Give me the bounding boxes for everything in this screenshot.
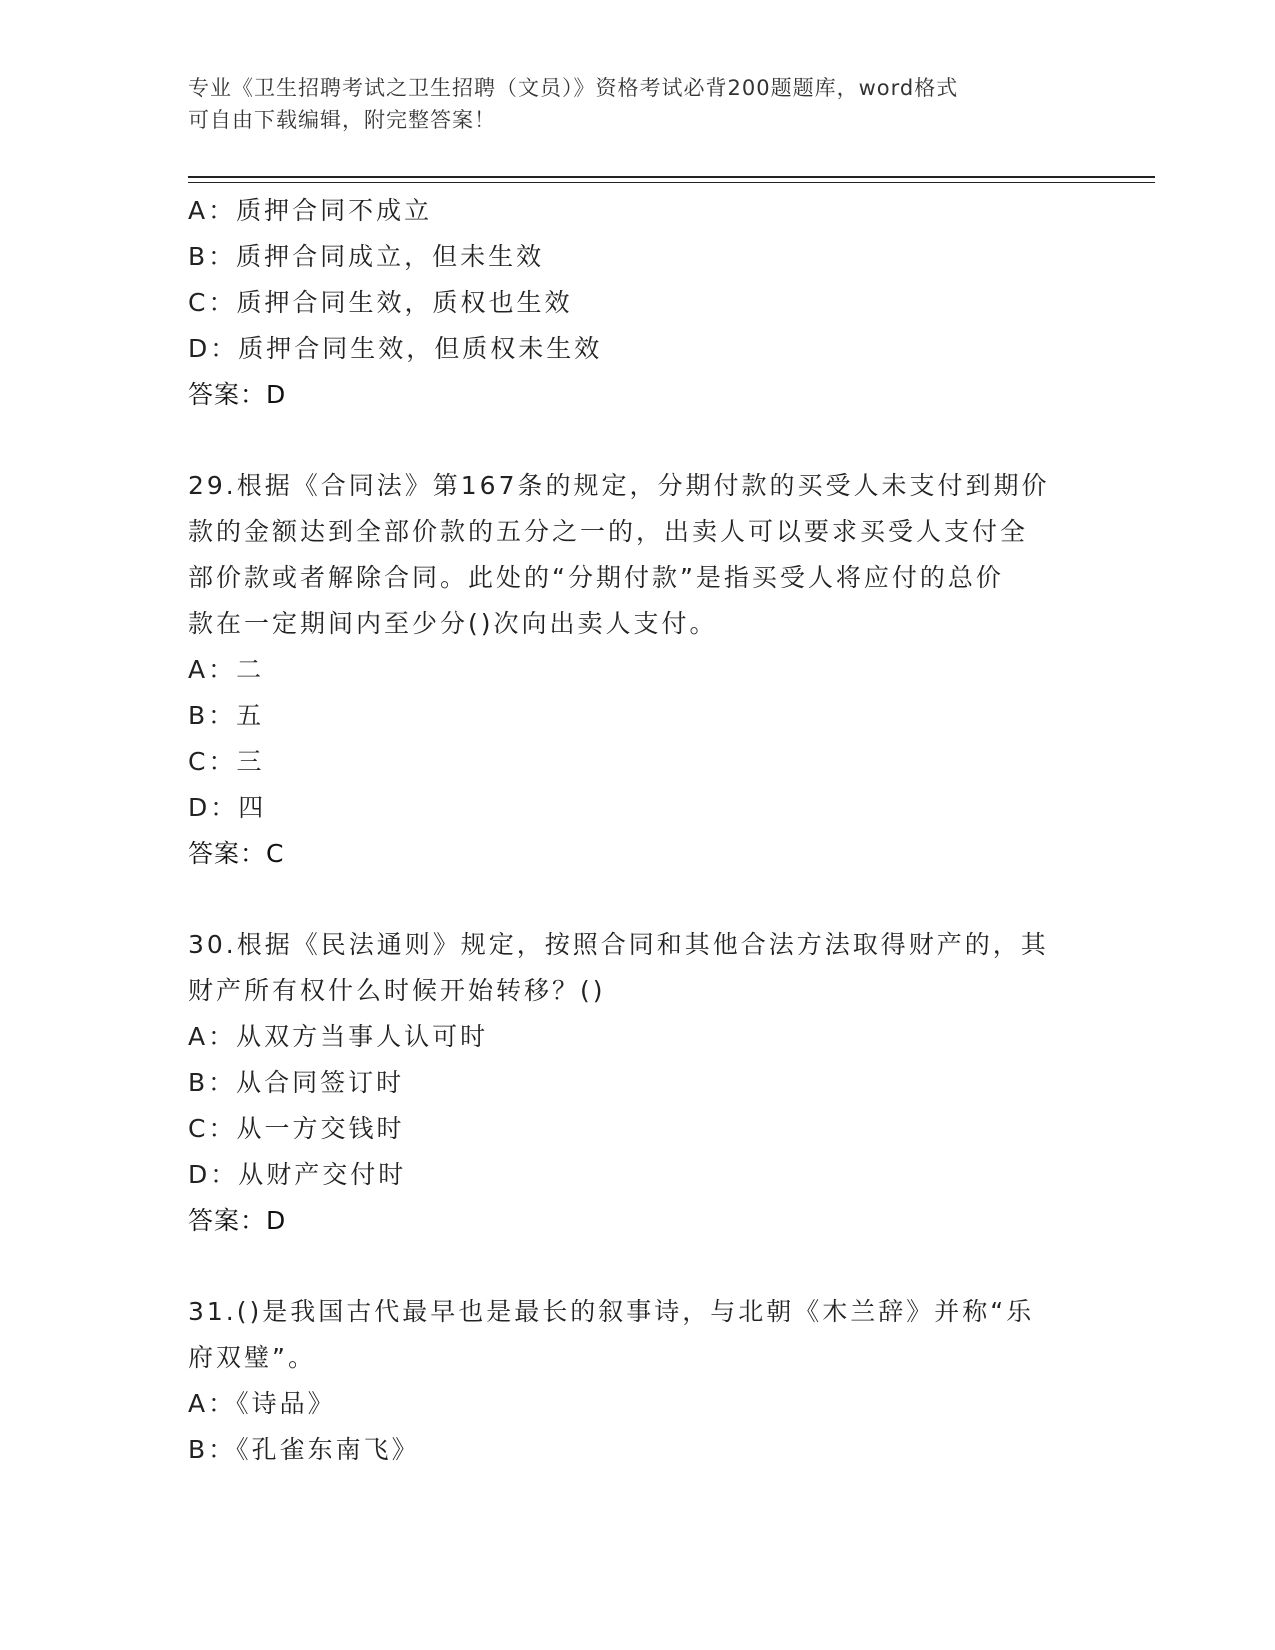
option-a: A：二 — [188, 655, 265, 684]
option-b: B：五 — [188, 701, 265, 730]
header-divider-thick — [188, 176, 1155, 178]
option-d: D：质押合同生效，但质权未生效 — [188, 334, 603, 363]
option-b: B：《孔雀东南飞》 — [188, 1435, 420, 1464]
question-text-line: 款的金额达到全部价款的五分之一的，出卖人可以要求买受人支付全 — [188, 517, 1029, 546]
question-text-line: 府双璧”。 — [188, 1343, 316, 1372]
header-divider-thin — [188, 182, 1155, 183]
option-a: A：《诗品》 — [188, 1389, 336, 1418]
question-text-line: 款在一定期间内至少分()次向出卖人支付。 — [188, 609, 718, 638]
option-c: C：质押合同生效，质权也生效 — [188, 288, 573, 317]
question-text-line: 29.根据《合同法》第167条的规定，分期付款的买受人未支付到期价 — [188, 471, 1050, 500]
option-b: B：质押合同成立，但未生效 — [188, 242, 545, 271]
question-text-line: 部价款或者解除合同。此处的“分期付款”是指买受人将应付的总价 — [188, 563, 1004, 592]
answer-line: 答案：D — [188, 1206, 287, 1235]
question-28 — [188, 188, 1088, 418]
document-header — [188, 72, 1088, 136]
question-31 — [188, 1289, 1088, 1473]
question-list — [188, 188, 1088, 1473]
option-d: D：四 — [188, 793, 267, 822]
option-a: A：从双方当事人认可时 — [188, 1022, 489, 1051]
question-text-line: 财产所有权什么时候开始转移？() — [188, 976, 606, 1005]
header-line-2: 可自由下载编辑，附完整答案！ — [188, 108, 496, 132]
option-b: B：从合同签订时 — [188, 1068, 405, 1097]
option-c: C：从一方交钱时 — [188, 1114, 405, 1143]
answer-line: 答案：D — [188, 380, 287, 409]
question-text-line: 30.根据《民法通则》规定，按照合同和其他合法方法取得财产的，其 — [188, 930, 1049, 959]
option-a: A：质押合同不成立 — [188, 196, 433, 225]
option-c: C：三 — [188, 747, 265, 776]
answer-line: 答案：C — [188, 839, 285, 868]
question-30 — [188, 922, 1088, 1244]
header-line-1: 专业《卫生招聘考试之卫生招聘（文员）》资格考试必背200题题库，word格式 — [188, 76, 959, 100]
question-29 — [188, 463, 1088, 877]
option-d: D：从财产交付时 — [188, 1160, 407, 1189]
question-text-line: 31.()是我国古代最早也是最长的叙事诗，与北朝《木兰辞》并称“乐 — [188, 1297, 1035, 1326]
